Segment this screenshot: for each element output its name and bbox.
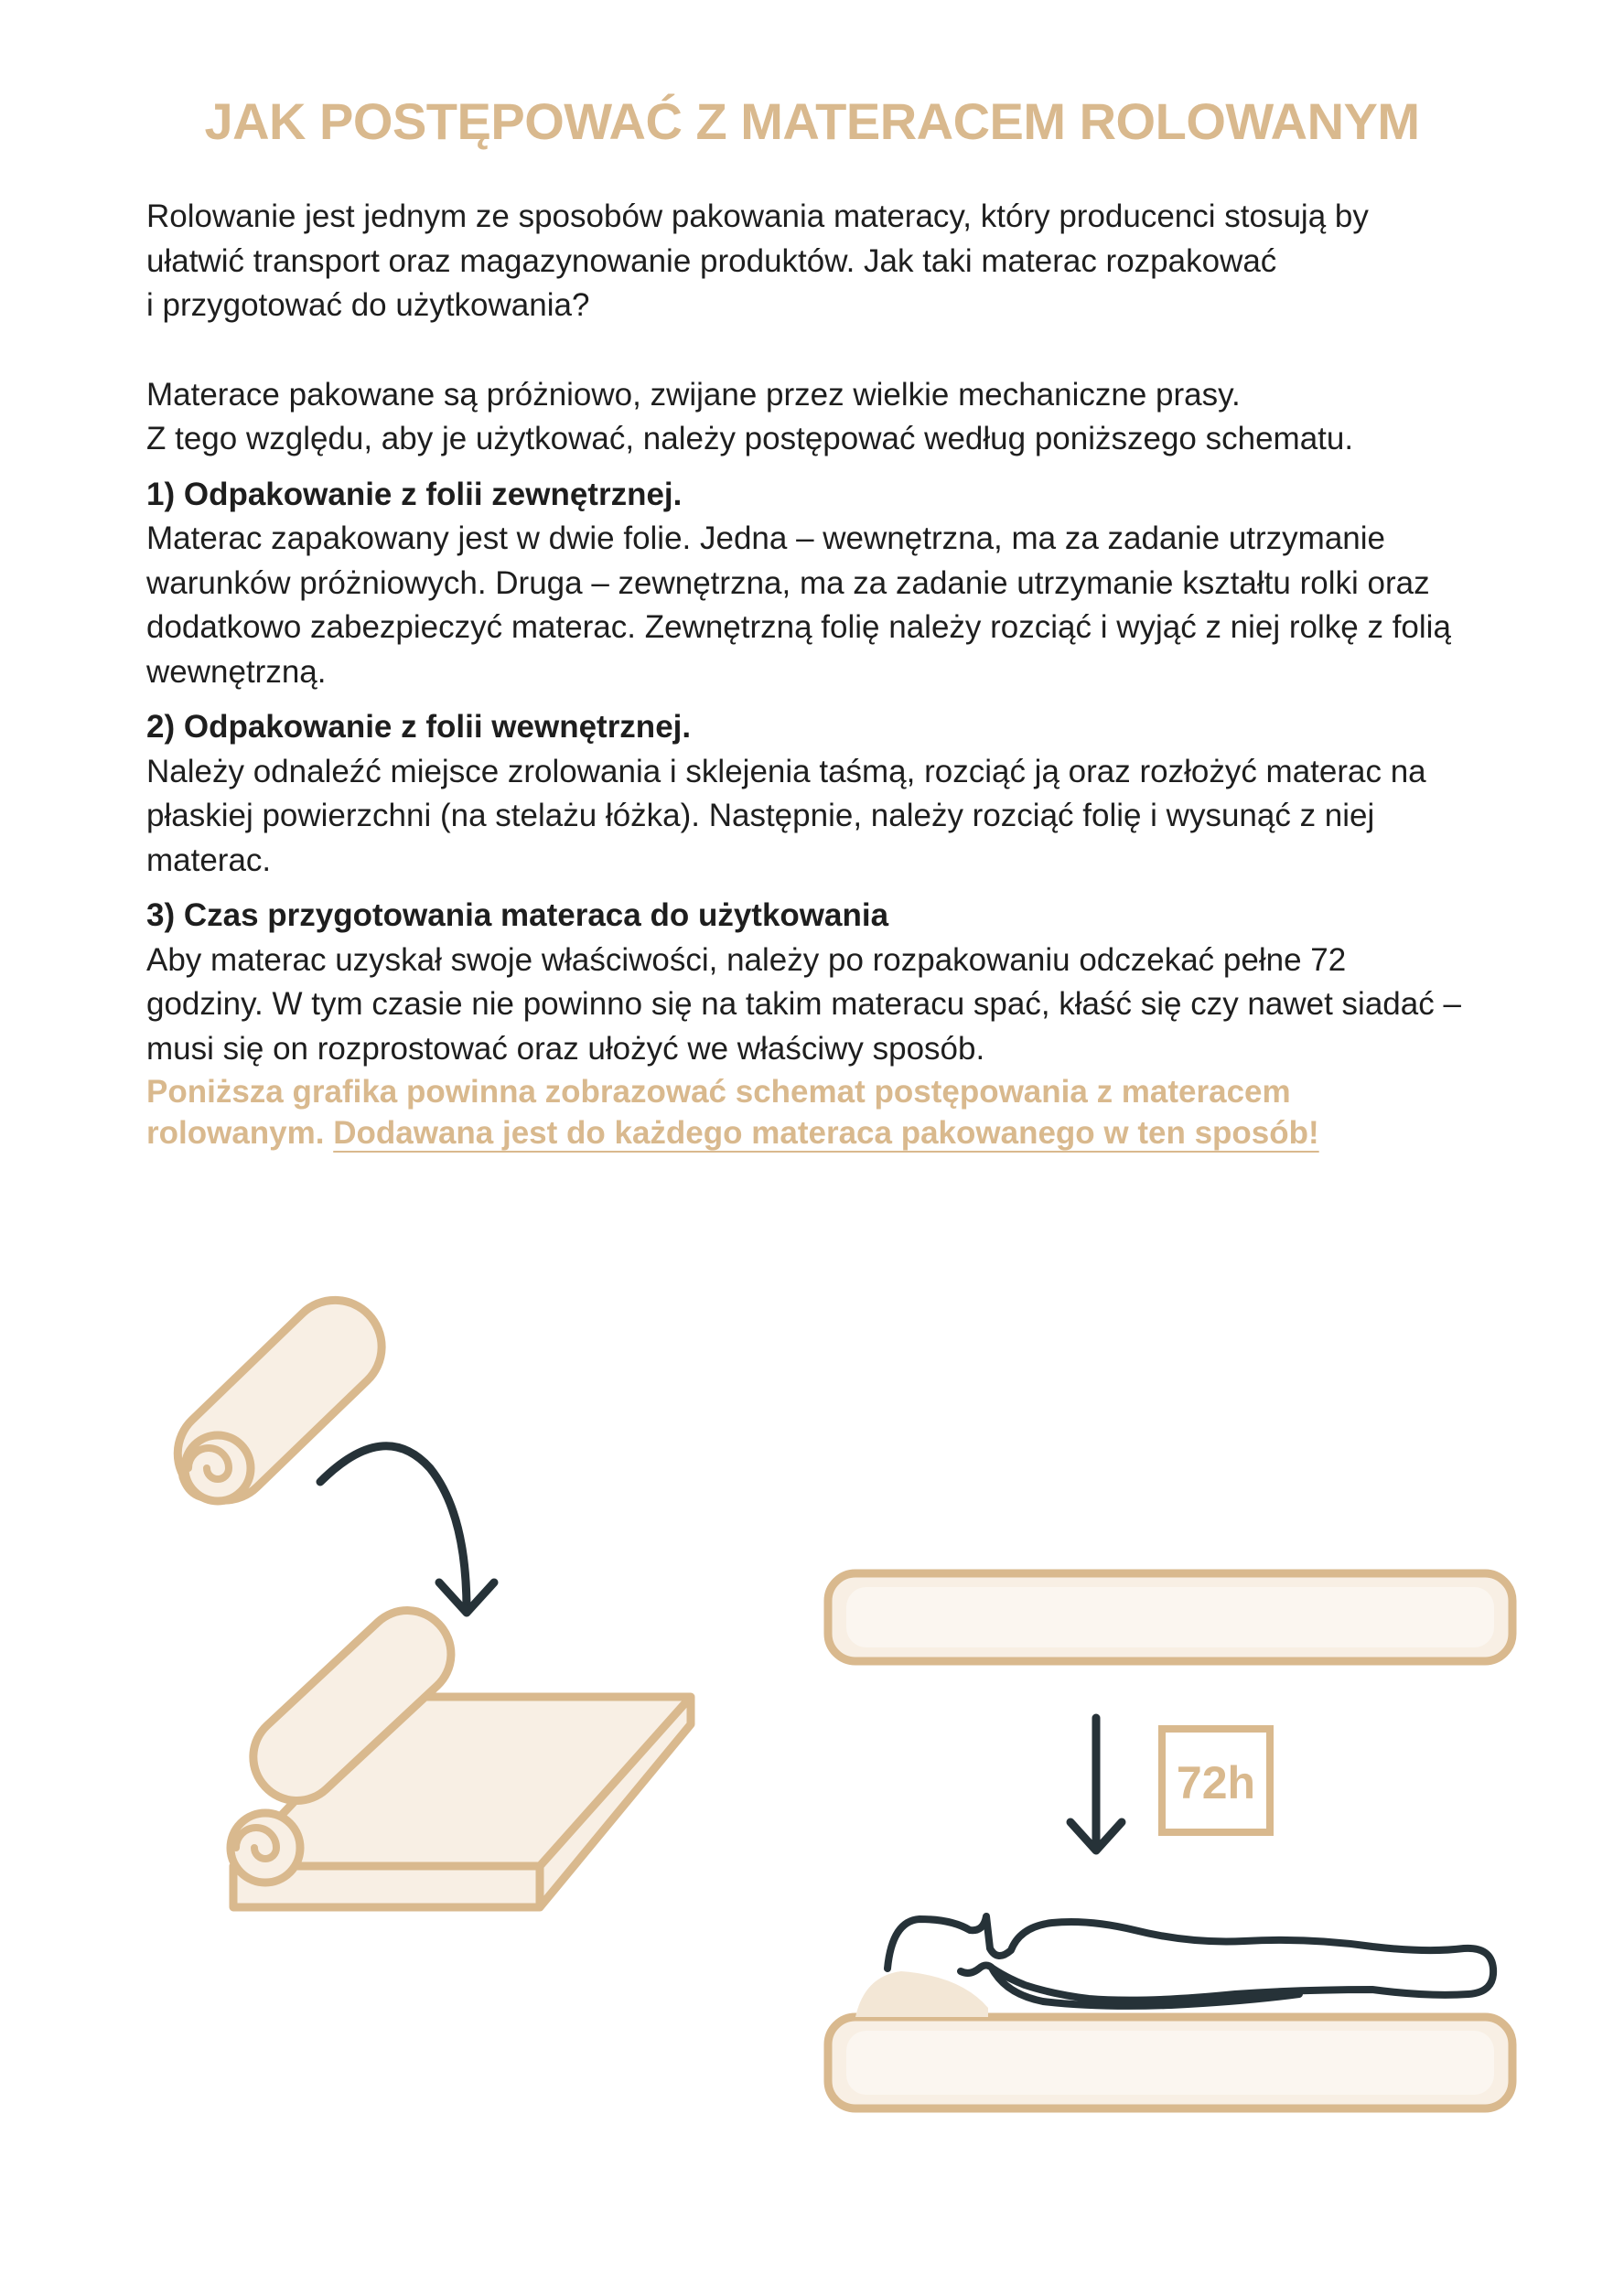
unpacking-illustration [0, 1262, 1624, 2159]
step-line: Należy odnaleźć miejsce zrolowania i sklejenia taśmą, rozciąć ją oraz rozłożyć materac na [146, 753, 1426, 789]
person-silhouette-icon [887, 1916, 1493, 2001]
step-line: musi się on rozprostować oraz ułożyć we właściwy sposób. [146, 1030, 985, 1067]
step-line: płaskiej powierzchni (na stelażu łóżka). Następnie, należy rozciąć folię i wysunąć z niej [146, 798, 1375, 833]
badge-label: 72h [1176, 1757, 1256, 1808]
step-3 [146, 894, 1491, 1071]
note-underlined-text: Dodawana jest do każdego materaca pakowanego w ten sposób! [333, 1115, 1319, 1151]
step-heading: 3) Czas przygotowania materaca do użytkowania [146, 897, 889, 933]
unrolled-mattress-icon [231, 1593, 691, 1907]
intro-line: i przygotować do użytkowania? [146, 287, 590, 323]
step-line: godziny. W tym czasie nie powinno się na takim materacu spać, kłaść się czy nawet siadać – [146, 986, 1461, 1022]
vacuum-paragraph [146, 373, 1491, 462]
mattress-with-person-icon [828, 1916, 1512, 2108]
step-line: wewnętrzną. [146, 653, 327, 690]
step-heading: 2) Odpakowanie z folii wewnętrznej. [146, 709, 692, 745]
step-line: Aby materac uzyskał swoje właściwości, należy po rozpakowaniu odczekać pełne 72 [146, 941, 1347, 978]
step-line: Materac zapakowany jest w dwie folie. Jedna – wewnętrzna, ma za zadanie utrzymanie [146, 520, 1386, 556]
page-title: JAK POSTĘPOWAĆ Z MATERACEM ROLOWANYM [204, 92, 1420, 150]
vacuum-line: Z tego względu, aby je użytkować, należy postępować według poniższego schematu. [146, 421, 1354, 456]
flat-mattress-icon [828, 1573, 1512, 1661]
step-line: warunków próżniowych. Druga – zewnętrzna, ma za zadanie utrzymanie kształtu rolki oraz [146, 564, 1430, 601]
graphic-note [146, 1071, 1491, 1153]
step-line: dodatkowo zabezpieczyć materac. Zewnętrzną folię należy rozciąć i wyjąć z niej rolkę z folią [146, 609, 1451, 645]
step-2 [146, 705, 1491, 883]
step-1 [146, 473, 1491, 695]
intro-line: Rolowanie jest jednym ze sposobów pakowania materacy, który producenci stosują by [146, 198, 1369, 234]
curved-arrow-icon [320, 1446, 494, 1613]
note-line: rolowanym. [146, 1115, 325, 1151]
article-body [146, 195, 1491, 1153]
note-line: Poniższa grafika powinna zobrazować schemat postępowania z materacem [146, 1074, 1291, 1110]
rolled-mattress-icon [158, 1281, 401, 1519]
vacuum-line: Materace pakowane są próżniowo, zwijane przez wielkie mechaniczne prasy. [146, 376, 1241, 413]
intro-line: ułatwić transport oraz magazynowanie produktów. Jak taki materac rozpakować [146, 242, 1277, 279]
step-line: materac. [146, 842, 272, 878]
step-heading: 1) Odpakowanie z folii zewnętrznej. [146, 476, 683, 512]
down-arrow-icon [1070, 1718, 1122, 1851]
intro-paragraph [146, 195, 1491, 328]
wait-time-badge [1162, 1729, 1270, 1832]
